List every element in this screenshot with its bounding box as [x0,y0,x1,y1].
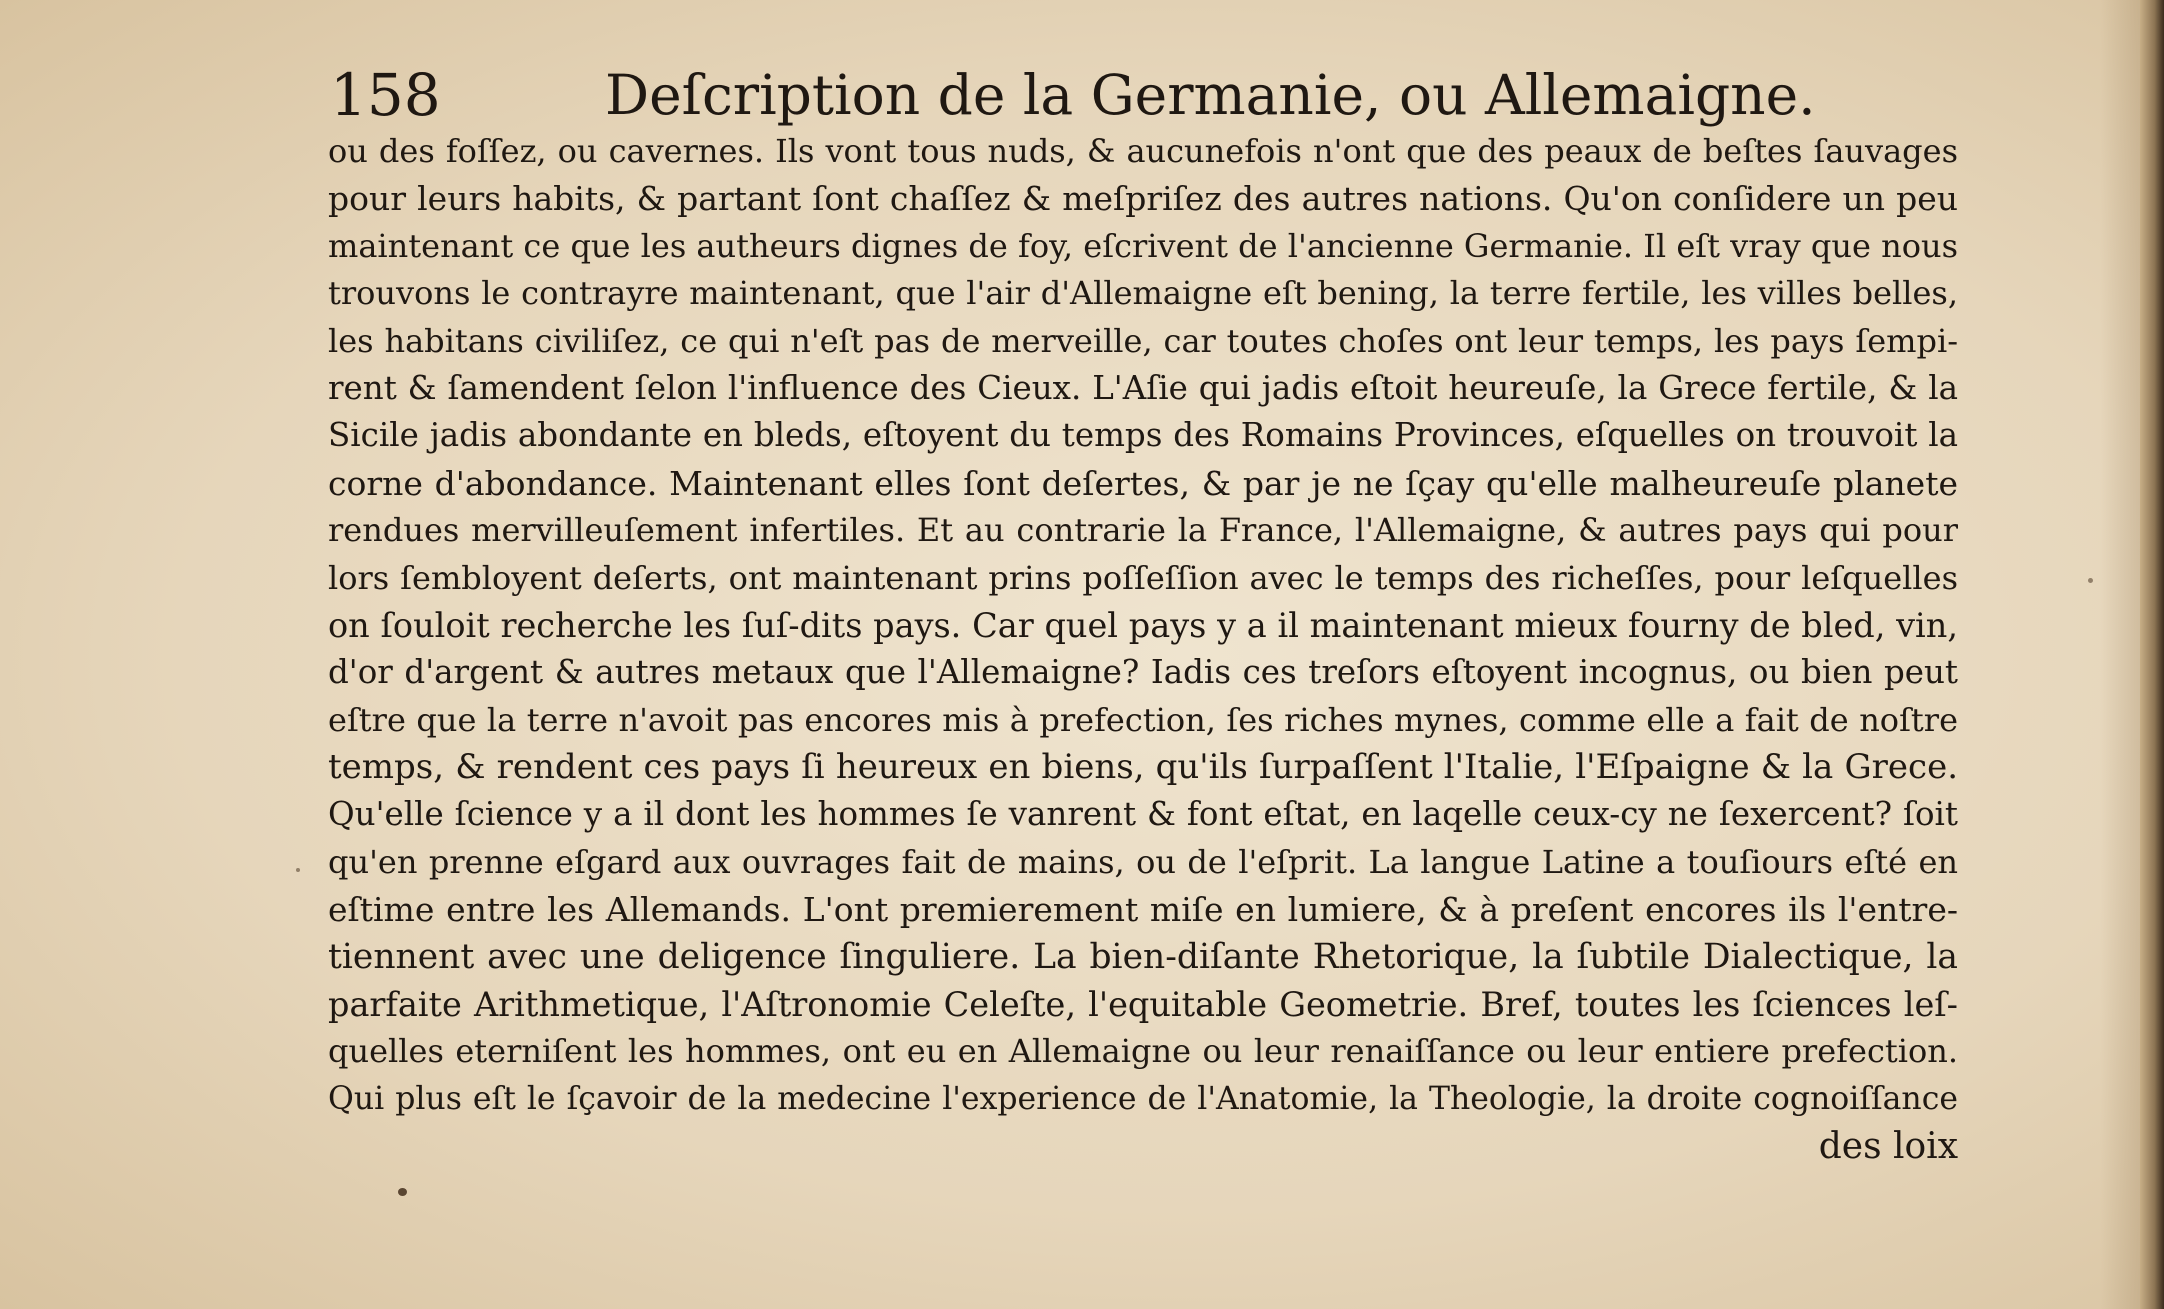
page-edge-shadow [2100,0,2140,1309]
text-line: qu'en prenne eſgard aux ouvrages fait de mains, ou de l'eſprit. La langue Latine a touſiours eſté en [328,842,1958,881]
body-text [328,128,1958,1171]
text-line: Sicile jadis abondante en bleds, eſtoyent du temps des Romains Provinces, eſquelles on trouvoit la [328,416,1958,455]
text-line: eſtre que la terre n'avoit pas encores mis à prefection, ſes riches mynes, comme elle a fait de noſtre [328,700,1958,739]
text-line: tiennent avec une deligence ſinguliere. La bien-diſante Rhetorique, la ſubtile Dialectique, la [328,936,1958,977]
text-line: quelles eterniſent les hommes, ont eu en Allemaigne ou leur renaiſſance ou leur entiere prefection. [328,1032,1958,1071]
text-line: maintenant ce que les autheurs dignes de foy, eſcrivent de l'ancienne Germanie. Il eſt vray que nous [328,226,1958,265]
text-line: Qui plus eſt le ſçavoir de la medecine l'experience de l'Anatomie, la Theologie, la droite cognoiſſance [328,1080,1958,1117]
catchword: des loix [1818,1126,1958,1168]
page-number: 158 [330,61,441,129]
ink-speck [296,868,300,872]
text-line: parfaite Arithmetique, l'Aſtronomie Celeſte, l'equitable Geometrie. Bref, toutes les ſciences leſ- [328,985,1958,1025]
ink-speck [398,1188,407,1196]
running-title: Deſcription de la Germanie, ou Allemaigne. [605,63,1816,127]
ink-speck [2088,578,2093,583]
text-line: corne d'abondance. Maintenant elles ſont deſertes, & par je ne ſçay qu'elle malheureuſe planete [328,463,1958,503]
text-line: d'or d'argent & autres metaux que l'Allemaigne? Iadis ces treſors eſtoyent incognus, ou bien peut [328,653,1958,692]
text-line: temps, & rendent ces pays ſi heureux en biens, qu'ils ſurpaſſent l'Italie, l'Eſpaigne & la Grece. [328,747,1958,788]
text-line: eſtime entre les Allemands. L'ont premierement miſe en lumiere, & à preſent encores ils l'entre- [328,890,1958,930]
text-line: rent & ſamendent ſelon l'influence des Cieux. L'Aſie qui jadis eſtoit heureuſe, la Grece fertile, & la [328,368,1958,407]
text-line: rendues mervilleuſement infertiles. Et au contrarie la France, l'Allemaigne, & autres pays qui pour [328,511,1958,550]
text-line: pour leurs habits, & partant ſont chaſſez & meſpriſez des autres nations. Qu'on conſidere un peu [328,179,1958,219]
text-line: on ſouloit recherche les ſuſ-dits pays. Car quel pays y a il maintenant mieux fourny de bled, vin, [328,605,1958,645]
text-line: ou des foſſez, ou cavernes. Ils vont tous nuds, & aucunefois n'ont que des peaux de beſtes ſauvages [328,132,1958,170]
running-header [330,60,1816,130]
text-line: Qu'elle ſcience y a il dont les hommes ſe vanrent & font eſtat, en laqelle ceux-cy ne ſexercent? ſoit [328,795,1958,834]
text-line: lors ſembloyent deſerts, ont maintenant prins poſſeſſion avec le temps des richeſſes, pour leſquelles [328,558,1958,597]
page-edge [2140,0,2164,1309]
text-line: les habitans civiliſez, ce qui n'eſt pas de merveille, car toutes choſes ont leur temps, les pays ſempi- [328,321,1958,360]
text-line: trouvons le contrayre maintenant, que l'air d'Allemaigne eſt bening, la terre fertile, les villes belles, [328,274,1958,313]
